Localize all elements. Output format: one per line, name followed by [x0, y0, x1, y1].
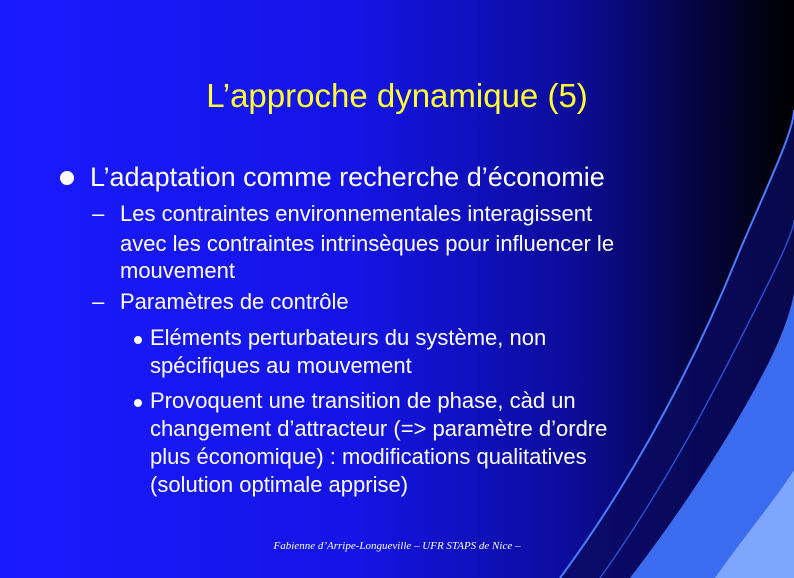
sub-sub-bullet-2-line-3: plus économique) : modifications qualitatives: [150, 444, 587, 469]
sub-sub-bullet-1-line-1: Eléments perturbateurs du système, non: [150, 325, 547, 350]
small-bullet-dot-icon: [134, 336, 142, 344]
sub-bullet-1-line-2: avec les contraintes intrinsèques pour influencer le: [120, 231, 615, 256]
sub-bullet-1-line-1: Les contraintes environnementales interagissent: [120, 201, 593, 226]
sub-sub-bullet-2-line-2: changement d’attracteur (=> paramètre d’ordre: [150, 416, 608, 441]
sub-sub-bullet-2-line-4: (solution optimale apprise): [150, 472, 409, 497]
sub-bullet-1-line-3: mouvement: [120, 258, 235, 283]
slide-title: L’approche dynamique (5): [206, 77, 588, 114]
sub-bullet-2-line-1: Paramètres de contrôle: [120, 289, 349, 314]
bullet-dot-icon: [60, 171, 74, 185]
slide-footer: Fabienne d’Arripe-Longueville – UFR STAPS de Nice –: [273, 540, 521, 552]
sub-sub-bullet-2-line-1: Provoquent une transition de phase, càd un: [150, 388, 576, 413]
main-bullet-text: L’adaptation comme recherche d’économie: [90, 162, 605, 192]
dash-marker-icon: –: [92, 289, 105, 314]
small-bullet-dot-icon: [134, 399, 142, 407]
dash-marker-icon: –: [92, 201, 105, 226]
sub-sub-bullet-1-line-2: spécifiques au mouvement: [150, 353, 412, 378]
